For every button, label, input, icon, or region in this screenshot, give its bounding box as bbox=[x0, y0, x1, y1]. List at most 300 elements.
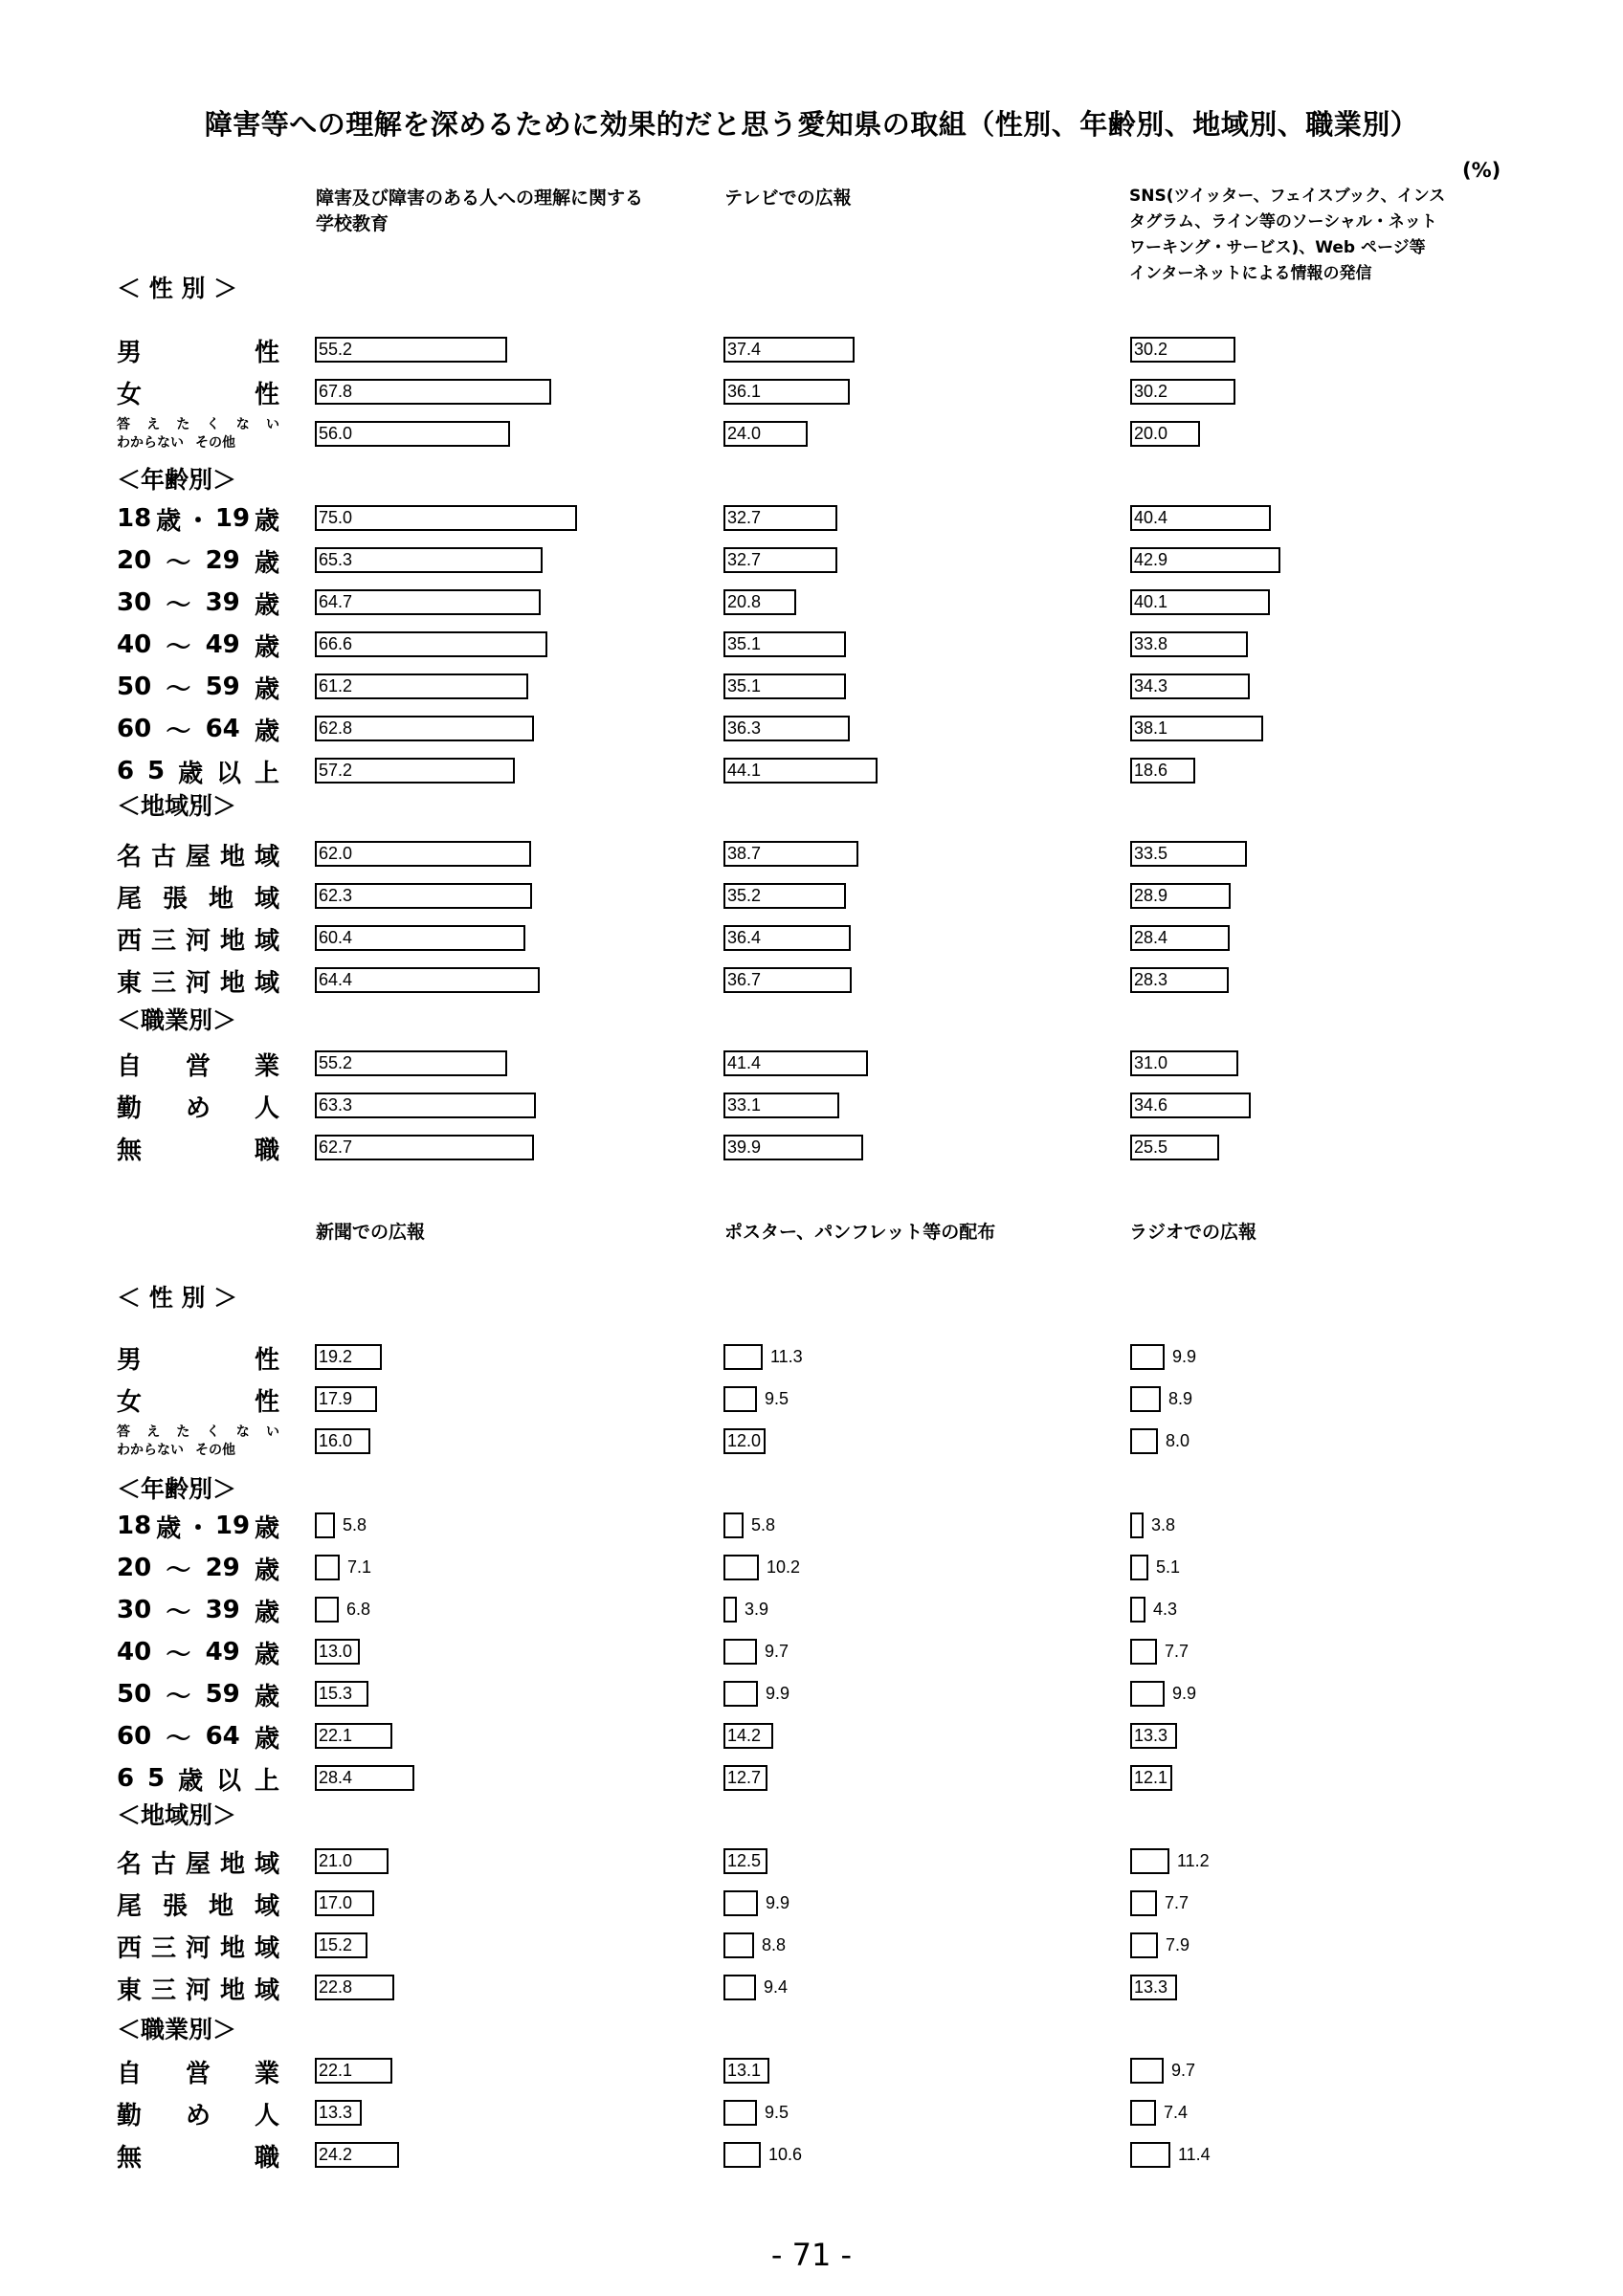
row-label-char: 39 bbox=[205, 588, 240, 617]
row-label-other bbox=[117, 1423, 279, 1461]
row-label-char: 5 bbox=[147, 1764, 166, 1793]
row-label-char: 古 bbox=[150, 842, 176, 872]
bar-value-label: 16.0 bbox=[319, 1431, 353, 1450]
bar-value-label: 10.2 bbox=[767, 1557, 801, 1577]
bar-value-label: 13.3 bbox=[1134, 1977, 1168, 1997]
bar-value-label: 15.3 bbox=[319, 1684, 353, 1703]
bar-value-label: 30.2 bbox=[1134, 382, 1168, 401]
row-label-char: 張 bbox=[162, 884, 188, 914]
group-heading-occupation-top: ＜職業別＞ bbox=[117, 1006, 237, 1034]
row-label-char: 歳 bbox=[156, 1513, 182, 1543]
row-label-char: 以 bbox=[216, 759, 242, 788]
row-label-char: 東 bbox=[117, 1976, 143, 2005]
row-label-char: わからない bbox=[117, 435, 184, 451]
group-heading-region-top: ＜地域別＞ bbox=[117, 792, 237, 820]
bar bbox=[1130, 1681, 1165, 1707]
bar-value-label: 35.1 bbox=[727, 676, 762, 695]
bar-value-label: 9.7 bbox=[765, 1642, 789, 1661]
bar-value-label: 61.2 bbox=[319, 676, 353, 695]
bar bbox=[1130, 1512, 1144, 1538]
row-label-char: ～ bbox=[166, 590, 191, 620]
bar-value-label: 24.0 bbox=[727, 424, 762, 443]
row-label-char: 20 bbox=[117, 546, 152, 575]
bar-value-label: 22.8 bbox=[319, 1977, 353, 1997]
row-label-char: 歳 bbox=[254, 506, 279, 536]
column-title-school-education: 障害及び障害のある人への理解に関する学校教育 bbox=[316, 188, 644, 234]
bar-value-label: 38.7 bbox=[727, 844, 762, 863]
row-label-char: 29 bbox=[205, 1554, 240, 1582]
bar bbox=[1130, 1639, 1157, 1665]
row-label-char: 西 bbox=[117, 926, 143, 956]
row-label-char: 30 bbox=[117, 1596, 152, 1624]
bar-value-label: 64.7 bbox=[319, 592, 353, 611]
row-label-char: 50 bbox=[117, 1680, 152, 1709]
page-number: - 71 - bbox=[770, 2237, 853, 2273]
row-label-char: 勤 bbox=[117, 2101, 143, 2130]
bar-value-label: 7.7 bbox=[1165, 1642, 1189, 1661]
bar-value-label: 4.3 bbox=[1153, 1600, 1178, 1619]
row-label-char: 尾 bbox=[117, 884, 143, 914]
row-label-char: ・ bbox=[185, 506, 211, 536]
bar bbox=[1130, 1932, 1158, 1958]
bar bbox=[723, 1681, 758, 1707]
row-label-char: 職 bbox=[254, 2143, 279, 2173]
bar-value-label: 9.9 bbox=[766, 1893, 790, 1912]
row-label-char: 以 bbox=[216, 1766, 242, 1796]
bar bbox=[1130, 1555, 1148, 1580]
row-label-reg1 bbox=[117, 1843, 279, 1881]
bar-value-label: 65.3 bbox=[319, 550, 353, 569]
row-label-char: 古 bbox=[150, 1849, 176, 1879]
bar-value-label: 14.2 bbox=[727, 1726, 762, 1745]
row-label-char: 河 bbox=[185, 968, 211, 998]
bar bbox=[723, 1386, 757, 1412]
bar bbox=[723, 1555, 759, 1580]
row-label-char: た bbox=[176, 417, 190, 432]
bar bbox=[315, 1597, 339, 1623]
row-label-age4 bbox=[117, 626, 279, 664]
row-label-line bbox=[117, 434, 279, 453]
bar-value-label: 12.1 bbox=[1134, 1768, 1168, 1787]
row-label-reg2 bbox=[117, 1885, 279, 1923]
bar-value-label: 33.5 bbox=[1134, 844, 1168, 863]
row-label-char: 域 bbox=[254, 1976, 279, 2005]
bar-value-label: 11.4 bbox=[1178, 2145, 1211, 2164]
row-label-char: 歳 bbox=[156, 506, 182, 536]
bar-value-label: 62.3 bbox=[319, 886, 353, 905]
row-label-char: 河 bbox=[185, 1976, 211, 2005]
bar bbox=[315, 1512, 335, 1538]
bar bbox=[1130, 1848, 1169, 1874]
bar-value-label: 5.8 bbox=[343, 1515, 367, 1534]
bar bbox=[315, 505, 577, 531]
row-label-line bbox=[117, 1424, 279, 1442]
row-label-char: 歳 bbox=[254, 1556, 279, 1585]
bar bbox=[723, 2100, 757, 2126]
bar bbox=[1130, 2142, 1170, 2168]
column-title-tv: テレビでの広報 bbox=[724, 188, 852, 209]
row-label-char: 歳 bbox=[254, 674, 279, 704]
row-label-char: 女 bbox=[117, 1387, 143, 1417]
row-label-char: 6 bbox=[117, 1764, 135, 1793]
column-title-sns-line: SNS(ツイッター、フェイスブック、インス bbox=[1129, 187, 1446, 206]
row-label-char: 59 bbox=[205, 1680, 240, 1709]
row-label-char: 男 bbox=[117, 1345, 143, 1375]
row-label-char: 歳 bbox=[254, 590, 279, 620]
bar-value-label: 3.9 bbox=[745, 1600, 769, 1619]
bar-value-label: 36.1 bbox=[727, 382, 762, 401]
row-label-char: 性 bbox=[254, 1345, 279, 1375]
row-label-char: 歳 bbox=[254, 1682, 279, 1711]
row-label-char: 20 bbox=[117, 1554, 152, 1582]
bar-value-label: 60.4 bbox=[319, 928, 353, 947]
row-label-char: 64 bbox=[205, 1722, 240, 1751]
bar-value-label: 10.6 bbox=[768, 2145, 803, 2164]
bar-value-label: 40.4 bbox=[1134, 508, 1168, 527]
row-label-char: 西 bbox=[117, 1933, 143, 1963]
row-label-char: 域 bbox=[254, 1891, 279, 1921]
row-label-char: 業 bbox=[254, 2059, 279, 2088]
row-label-char: 自 bbox=[117, 2059, 143, 2088]
row-label-char: 名 bbox=[117, 1849, 143, 1879]
row-label-char: 29 bbox=[205, 546, 240, 575]
row-label-char: 営 bbox=[185, 2059, 211, 2088]
row-label-reg3 bbox=[117, 919, 279, 958]
row-label-char: ～ bbox=[166, 1640, 191, 1669]
row-label-char: 地 bbox=[219, 1933, 245, 1963]
row-label-occ2 bbox=[117, 2094, 279, 2132]
row-label-char: 49 bbox=[205, 630, 240, 659]
column-title-newspaper: 新聞での広報 bbox=[316, 1222, 426, 1243]
row-label-char: 域 bbox=[254, 926, 279, 956]
row-label-char: 18 bbox=[117, 504, 152, 533]
row-label-age7 bbox=[117, 1759, 279, 1798]
bar-value-label: 7.4 bbox=[1164, 2103, 1189, 2122]
row-label-char: な bbox=[235, 1424, 250, 1440]
row-label-char: た bbox=[176, 1424, 190, 1440]
bar-value-label: 42.9 bbox=[1134, 550, 1168, 569]
row-label-reg3 bbox=[117, 1927, 279, 1965]
column-title-sns-line: ワーキング・サービス)、Web ページ等 bbox=[1129, 238, 1426, 257]
row-label-char: わからない bbox=[117, 1443, 184, 1458]
bar-value-label: 40.1 bbox=[1134, 592, 1168, 611]
column-title-sns-line: インターネットによる情報の発信 bbox=[1129, 264, 1372, 283]
bar-value-label: 33.8 bbox=[1134, 634, 1168, 653]
bar-value-label: 7.9 bbox=[1166, 1935, 1190, 1954]
bar-value-label: 5.8 bbox=[751, 1515, 776, 1534]
row-label-char: 域 bbox=[254, 1933, 279, 1963]
row-label-age6 bbox=[117, 1717, 279, 1755]
row-label-char: 64 bbox=[205, 715, 240, 743]
row-label-char: その他 bbox=[195, 435, 235, 451]
row-label-female bbox=[117, 1380, 279, 1419]
row-label-char: 尾 bbox=[117, 1891, 143, 1921]
row-label-char: 三 bbox=[150, 1933, 176, 1963]
row-label-char: 歳 bbox=[254, 1598, 279, 1627]
bar-value-label: 34.3 bbox=[1134, 676, 1168, 695]
row-label-char: 女 bbox=[117, 380, 143, 409]
bar bbox=[723, 1512, 744, 1538]
column-title-radio: ラジオでの広報 bbox=[1129, 1222, 1257, 1243]
row-label-char: 5 bbox=[147, 757, 166, 785]
bar-value-label: 62.0 bbox=[319, 844, 353, 863]
bar-value-label: 8.9 bbox=[1168, 1389, 1193, 1408]
row-label-reg2 bbox=[117, 877, 279, 916]
row-label-char: い bbox=[265, 417, 279, 432]
group-heading-gender-bottom: ＜ 性 別 ＞ bbox=[117, 1284, 238, 1312]
row-label-reg4 bbox=[117, 1969, 279, 2007]
row-label-char: 歳 bbox=[178, 1766, 204, 1796]
bar bbox=[723, 1975, 756, 2000]
row-label-char: 地 bbox=[208, 1891, 233, 1921]
bar-value-label: 18.6 bbox=[1134, 761, 1168, 780]
row-label-char: く bbox=[206, 417, 220, 432]
row-label-char: 上 bbox=[254, 1766, 279, 1796]
row-label-char: 地 bbox=[219, 968, 245, 998]
row-label-char: 歳 bbox=[254, 632, 279, 662]
row-label-char: 19 bbox=[214, 504, 251, 533]
row-label-char: め bbox=[185, 1093, 211, 1123]
row-label-char: 地 bbox=[219, 926, 245, 956]
bar-value-label: 37.4 bbox=[727, 340, 762, 359]
group-heading-region-bottom: ＜地域別＞ bbox=[117, 1801, 237, 1829]
bar-value-label: 11.2 bbox=[1177, 1851, 1210, 1870]
page-title: 障害等への理解を深めるために効果的だと思う愛知県の取組（性別、年齢別、地域別、職業別） bbox=[204, 108, 1419, 141]
row-label-char: 6 bbox=[117, 757, 135, 785]
row-label-char: 39 bbox=[205, 1596, 240, 1624]
bar-value-label: 41.4 bbox=[727, 1053, 762, 1072]
bar bbox=[723, 1890, 758, 1916]
row-label-char: 18 bbox=[117, 1512, 152, 1540]
row-label-char: 業 bbox=[254, 1051, 279, 1081]
bar-value-label: 34.6 bbox=[1134, 1095, 1168, 1115]
bar-value-label: 32.7 bbox=[727, 550, 762, 569]
bar-value-label: 64.4 bbox=[319, 970, 353, 989]
row-label-char: 性 bbox=[254, 1387, 279, 1417]
bar-value-label: 13.0 bbox=[319, 1642, 353, 1661]
bar-value-label: 5.1 bbox=[1156, 1557, 1181, 1577]
bar-value-label: 32.7 bbox=[727, 508, 762, 527]
bar-value-label: 12.7 bbox=[727, 1768, 762, 1787]
row-label-char: 三 bbox=[150, 1976, 176, 2005]
row-label-age3 bbox=[117, 1591, 279, 1629]
bar-value-label: 22.1 bbox=[319, 2061, 353, 2080]
bar-value-label: 31.0 bbox=[1134, 1053, 1168, 1072]
row-label-char: 屋 bbox=[185, 842, 211, 872]
bar bbox=[1130, 2058, 1164, 2084]
bar bbox=[723, 1344, 763, 1370]
bar-value-label: 17.9 bbox=[319, 1389, 353, 1408]
bar-value-label: 33.1 bbox=[727, 1095, 762, 1115]
bar bbox=[1130, 1428, 1158, 1454]
row-label-occ1 bbox=[117, 2052, 279, 2090]
bar-value-label: 9.9 bbox=[1172, 1347, 1197, 1366]
bar-value-label: 20.8 bbox=[727, 592, 762, 611]
row-label-occ2 bbox=[117, 1087, 279, 1125]
row-label-age1 bbox=[117, 1507, 279, 1545]
row-label-age6 bbox=[117, 710, 279, 748]
row-label-char: 歳 bbox=[254, 1513, 279, 1543]
bar-value-label: 8.8 bbox=[762, 1935, 787, 1954]
row-label-char: 歳 bbox=[254, 1640, 279, 1669]
row-label-char: 性 bbox=[254, 380, 279, 409]
row-label-char: 答 bbox=[117, 417, 130, 432]
row-label-char: 30 bbox=[117, 588, 152, 617]
bar-value-label: 35.1 bbox=[727, 634, 762, 653]
row-label-age5 bbox=[117, 668, 279, 706]
group-heading-occupation-bottom: ＜職業別＞ bbox=[117, 2016, 237, 2043]
row-label-char: 地 bbox=[219, 1976, 245, 2005]
bar bbox=[1130, 2100, 1156, 2126]
row-label-female bbox=[117, 373, 279, 411]
bar-value-label: 38.1 bbox=[1134, 718, 1168, 738]
row-label-char: 歳 bbox=[254, 548, 279, 578]
row-label-char: え bbox=[146, 417, 161, 432]
row-label-occ1 bbox=[117, 1045, 279, 1083]
bar-value-label: 67.8 bbox=[319, 382, 353, 401]
row-label-char: 40 bbox=[117, 1638, 152, 1667]
row-label-line bbox=[117, 416, 279, 434]
bar-value-label: 9.5 bbox=[765, 2103, 789, 2122]
row-label-char: ～ bbox=[166, 548, 191, 578]
row-label-other bbox=[117, 415, 279, 453]
bar-value-label: 20.0 bbox=[1134, 424, 1168, 443]
row-label-char: 上 bbox=[254, 759, 279, 788]
row-label-char: 東 bbox=[117, 968, 143, 998]
row-label-char: 無 bbox=[117, 1136, 143, 1165]
row-label-char: 無 bbox=[117, 2143, 143, 2173]
bar-value-label: 6.8 bbox=[346, 1600, 371, 1619]
bar-value-label: 13.1 bbox=[727, 2061, 762, 2080]
bar-value-label: 28.4 bbox=[319, 1768, 353, 1787]
row-label-char: 50 bbox=[117, 673, 152, 701]
bar bbox=[723, 2142, 761, 2168]
row-label-char: い bbox=[265, 1424, 279, 1440]
row-label-male bbox=[117, 331, 279, 369]
row-label-char: 名 bbox=[117, 842, 143, 872]
row-label-char: 河 bbox=[185, 926, 211, 956]
bar-value-label: 17.0 bbox=[319, 1893, 353, 1912]
row-label-char: 営 bbox=[185, 1051, 211, 1081]
bar-value-label: 13.3 bbox=[1134, 1726, 1168, 1745]
bar-value-label: 56.0 bbox=[319, 424, 353, 443]
row-label-char: 歳 bbox=[254, 1724, 279, 1754]
bar-value-label: 36.7 bbox=[727, 970, 762, 989]
row-label-line bbox=[117, 1442, 279, 1460]
row-label-char: 域 bbox=[254, 968, 279, 998]
bar-value-label: 55.2 bbox=[319, 340, 353, 359]
bar bbox=[1130, 1890, 1157, 1916]
row-label-char: め bbox=[185, 2101, 211, 2130]
unit-label: (%) bbox=[1462, 159, 1501, 182]
bar-value-label: 24.2 bbox=[319, 2145, 353, 2164]
bar-value-label: 36.4 bbox=[727, 928, 762, 947]
bar-value-label: 3.8 bbox=[1151, 1515, 1176, 1534]
row-label-char: 60 bbox=[117, 1722, 152, 1751]
row-label-char: 河 bbox=[185, 1933, 211, 1963]
bar bbox=[1130, 1597, 1145, 1623]
bar-value-label: 35.2 bbox=[727, 886, 762, 905]
bar-value-label: 28.4 bbox=[1134, 928, 1168, 947]
row-label-char: 地 bbox=[208, 884, 233, 914]
row-label-char: ～ bbox=[166, 1598, 191, 1627]
row-label-char: 屋 bbox=[185, 1849, 211, 1879]
row-label-char: 自 bbox=[117, 1051, 143, 1081]
row-label-char: ～ bbox=[166, 1682, 191, 1711]
row-label-char: 地 bbox=[219, 1849, 245, 1879]
bar-value-label: 13.3 bbox=[319, 2103, 353, 2122]
bar-value-label: 57.2 bbox=[319, 761, 353, 780]
bar bbox=[315, 1555, 340, 1580]
bar-value-label: 62.8 bbox=[319, 718, 353, 738]
bar-value-label: 9.9 bbox=[1172, 1684, 1197, 1703]
bar-value-label: 19.2 bbox=[319, 1347, 353, 1366]
row-label-char: 勤 bbox=[117, 1093, 143, 1123]
bar-value-label: 11.3 bbox=[770, 1347, 803, 1366]
row-label-char: 域 bbox=[254, 884, 279, 914]
column-title-sns bbox=[1129, 184, 1455, 287]
bar bbox=[723, 1932, 754, 1958]
row-label-char: 40 bbox=[117, 630, 152, 659]
row-label-age7 bbox=[117, 752, 279, 790]
bar-value-label: 36.3 bbox=[727, 718, 762, 738]
row-label-char: 歳 bbox=[178, 759, 204, 788]
row-label-char: 49 bbox=[205, 1638, 240, 1667]
row-label-age3 bbox=[117, 584, 279, 622]
row-label-char: ～ bbox=[166, 632, 191, 662]
row-label-char: その他 bbox=[195, 1443, 235, 1458]
row-label-char: 張 bbox=[162, 1891, 188, 1921]
bar-value-label: 22.1 bbox=[319, 1726, 353, 1745]
row-label-occ3 bbox=[117, 1129, 279, 1167]
bar bbox=[723, 1597, 737, 1623]
row-label-char: 60 bbox=[117, 715, 152, 743]
row-label-reg4 bbox=[117, 961, 279, 1000]
row-label-char: 人 bbox=[254, 2101, 279, 2130]
row-label-char: 三 bbox=[150, 968, 176, 998]
row-label-age4 bbox=[117, 1633, 279, 1671]
bar-value-label: 9.5 bbox=[765, 1389, 789, 1408]
row-label-char: 職 bbox=[254, 1136, 279, 1165]
bar-value-label: 8.0 bbox=[1166, 1431, 1190, 1450]
row-label-char: 59 bbox=[205, 673, 240, 701]
row-label-reg1 bbox=[117, 835, 279, 873]
row-label-age2 bbox=[117, 541, 279, 580]
row-label-char: 域 bbox=[254, 842, 279, 872]
group-heading-age-top: ＜年齢別＞ bbox=[117, 466, 237, 494]
bar bbox=[1130, 1344, 1165, 1370]
group-heading-gender-top: ＜ 性 別 ＞ bbox=[117, 275, 238, 302]
row-label-char: ～ bbox=[166, 717, 191, 746]
row-label-char: 人 bbox=[254, 1093, 279, 1123]
bar bbox=[1130, 1386, 1161, 1412]
bar-value-label: 62.7 bbox=[319, 1137, 353, 1157]
bar-value-label: 30.2 bbox=[1134, 340, 1168, 359]
row-label-char: 答 bbox=[117, 1424, 130, 1440]
row-label-age1 bbox=[117, 499, 279, 538]
bar-value-label: 15.2 bbox=[319, 1935, 353, 1954]
bar-value-label: 75.0 bbox=[319, 508, 353, 527]
row-label-age2 bbox=[117, 1549, 279, 1587]
bar-value-label: 9.9 bbox=[766, 1684, 790, 1703]
row-label-char: え bbox=[146, 1424, 161, 1440]
bar-value-label: 28.3 bbox=[1134, 970, 1168, 989]
bar-value-label: 55.2 bbox=[319, 1053, 353, 1072]
bar-value-label: 44.1 bbox=[727, 761, 762, 780]
bar-value-label: 12.5 bbox=[727, 1851, 762, 1870]
bar-value-label: 66.6 bbox=[319, 634, 353, 653]
row-label-char: ～ bbox=[166, 674, 191, 704]
